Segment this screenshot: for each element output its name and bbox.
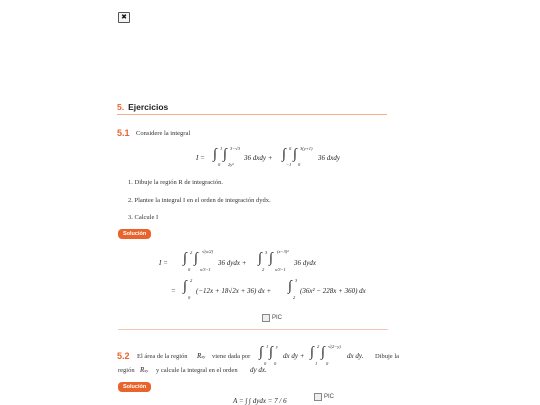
- integral-sign: ∫: [293, 147, 297, 162]
- area-formula: A = ∫ ∫ dydx = 7 / 6: [233, 397, 287, 405]
- broken-image-placeholder: [314, 393, 334, 401]
- limit-lower: x/3−1: [200, 267, 211, 272]
- limit-lower: 2y²: [228, 162, 234, 167]
- region-subscript: xy: [201, 354, 206, 359]
- solution-button[interactable]: Solución: [118, 229, 151, 239]
- limit-upper: (x−3)²: [277, 249, 289, 254]
- limit-upper: 3(y+1): [300, 146, 313, 151]
- limit-upper: y: [276, 344, 278, 349]
- integral-sign: ∫: [194, 251, 198, 266]
- limit-upper: 2: [317, 344, 320, 349]
- exercise-number: 5.2: [117, 351, 130, 361]
- limit-lower: 2: [293, 295, 296, 300]
- integral-sign: ∫: [258, 251, 262, 266]
- exercise-divider: [118, 329, 388, 330]
- limit-lower: 0: [298, 162, 301, 167]
- exercise-intro: Considere la integral: [136, 130, 191, 137]
- section-heading: [117, 102, 168, 112]
- integral-sign: ∫: [183, 251, 187, 266]
- limit-lower: 0: [326, 361, 329, 366]
- limit-lower: 0: [218, 162, 221, 167]
- integral-sign: ∫: [259, 345, 263, 360]
- limit-upper: √(2−y): [328, 344, 341, 349]
- region-symbol: [197, 352, 205, 360]
- integrand: 36 dxdy: [318, 154, 340, 162]
- exercise-text: y calcule la integral en el orden: [156, 367, 238, 374]
- region-name: R: [140, 366, 145, 374]
- limit-upper: 3−√3: [230, 146, 241, 151]
- limit-upper: 2: [190, 250, 193, 255]
- limit-upper: 3: [265, 250, 268, 255]
- solution-button[interactable]: Solución: [118, 382, 151, 392]
- integrand: (−12x + 18√2x + 36) dx +: [196, 287, 272, 295]
- limit-upper: 1: [266, 344, 269, 349]
- integral-sign: ∫: [269, 345, 273, 360]
- limit-upper: 0: [289, 146, 292, 151]
- integrand: 36 dxdy +: [244, 154, 273, 162]
- limit-lower: 0: [274, 361, 277, 366]
- limit-upper: 2: [190, 278, 193, 283]
- limit-lower: −1: [286, 162, 292, 167]
- broken-image-icon: [262, 314, 270, 322]
- list-item: 2. Plantee la integral I en el orden de integración dydx.: [128, 197, 271, 204]
- order-text: dy dx.: [250, 366, 267, 374]
- exercise-text: viene dada por: [212, 353, 251, 360]
- broken-image-placeholder: [262, 314, 282, 322]
- limit-lower: x/3−1: [275, 267, 286, 272]
- integral-sign: ∫: [282, 147, 286, 162]
- close-button[interactable]: ✖: [118, 12, 130, 23]
- region-subscript: xy: [144, 368, 149, 373]
- limit-lower: 0: [188, 295, 191, 300]
- integral-sign: ∫: [321, 345, 325, 360]
- integrand: 36 dydx: [294, 259, 316, 267]
- limit-upper: 1: [220, 146, 223, 151]
- limit-lower: 2: [262, 267, 265, 272]
- pic-label: PIC: [272, 315, 283, 321]
- solution-lhs: I =: [159, 259, 168, 267]
- integral-sign: ∫: [269, 251, 273, 266]
- limit-upper: 3: [295, 278, 298, 283]
- integral-sign: ∫: [310, 345, 314, 360]
- exercise-number: 5.1: [117, 128, 130, 138]
- limit-lower: 1: [315, 361, 318, 366]
- section-number: 5.: [117, 102, 125, 112]
- integrand: (36x² − 228x + 360) dx: [300, 287, 366, 295]
- broken-image-icon: [314, 393, 322, 401]
- integrand: 36 dydx +: [218, 259, 247, 267]
- integrand: dx dy +: [283, 352, 305, 360]
- region-name: R: [197, 352, 202, 360]
- exercise-text: región: [118, 367, 135, 374]
- integral-sign: ∫: [223, 147, 227, 162]
- region-symbol: [140, 366, 148, 374]
- exercise-text: Dibuje la: [375, 353, 400, 360]
- section-divider: [117, 114, 387, 115]
- exercise-text: El área de la región: [137, 353, 188, 360]
- limit-lower: 0: [188, 267, 191, 272]
- section-title: Ejercicios: [128, 102, 169, 112]
- solution-equals: =: [171, 287, 176, 295]
- list-item: 3. Calcule I: [128, 214, 159, 221]
- integrand: dx dy.: [347, 352, 364, 360]
- pic-label: PIC: [324, 394, 335, 400]
- integral-sign: ∫: [288, 279, 292, 294]
- list-item: 1. Dibuje la región R de integración.: [128, 179, 223, 186]
- integral-sign: ∫: [213, 147, 217, 162]
- integral-lhs: I =: [196, 154, 205, 162]
- integral-sign: ∫: [183, 279, 187, 294]
- limit-lower: 0: [264, 361, 267, 366]
- limit-upper: √(x/2): [202, 249, 213, 254]
